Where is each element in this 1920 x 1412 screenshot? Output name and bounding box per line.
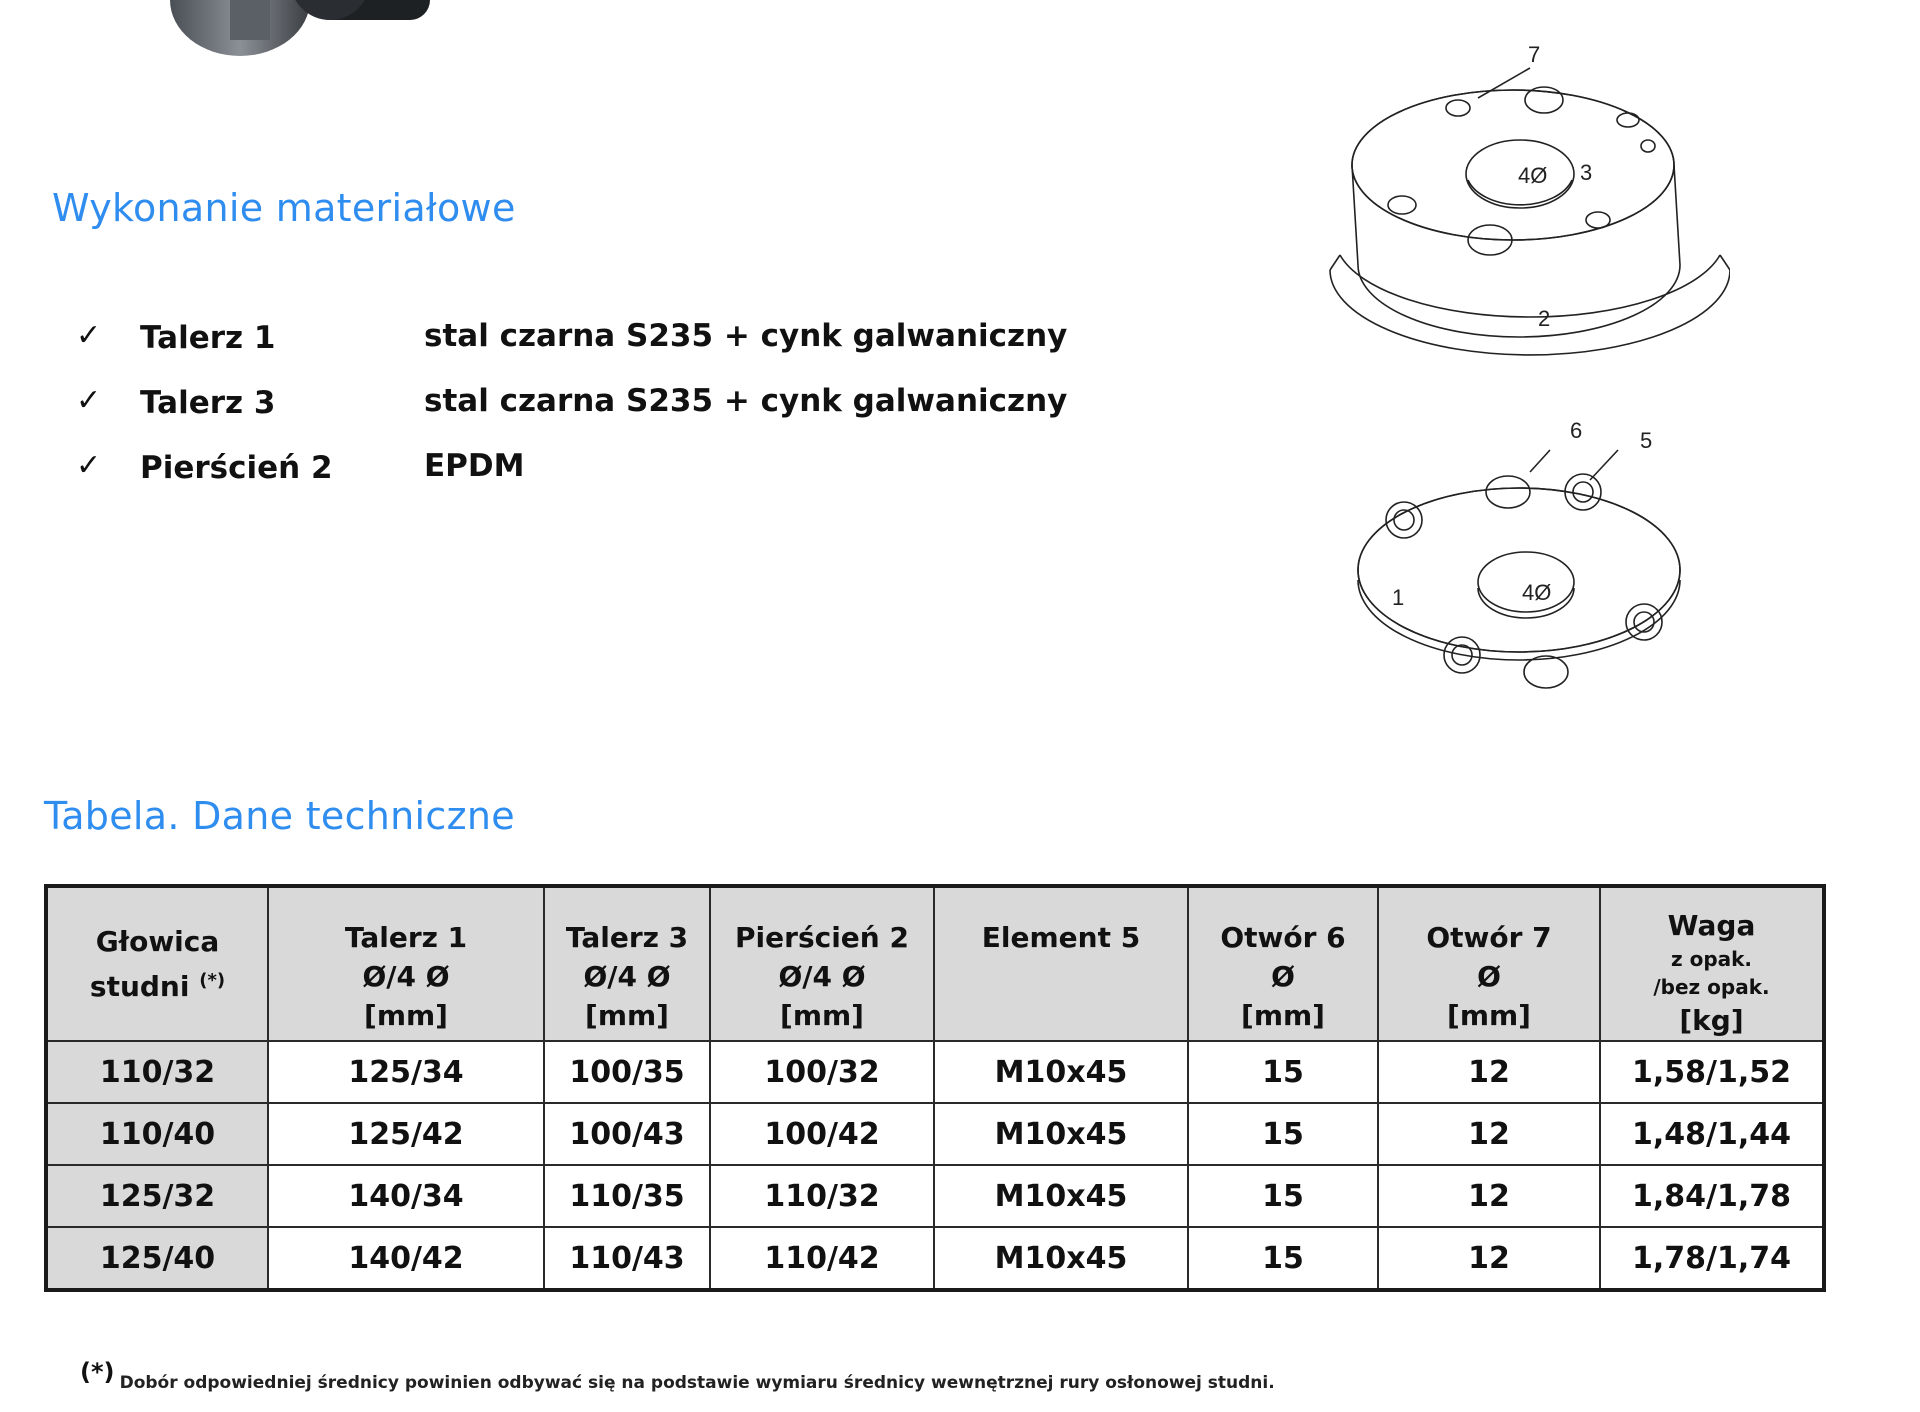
table-cell: 100/42 (710, 1103, 934, 1165)
table-cell: 1,78/1,74 (1600, 1227, 1824, 1290)
col-header-otwor-6: Otwór 6 Ø [mm] (1188, 886, 1378, 1041)
material-row (76, 383, 1076, 433)
table-cell: M10x45 (934, 1227, 1188, 1290)
check-icon: ✓ (76, 383, 102, 418)
table-cell: 125/34 (268, 1041, 544, 1103)
check-icon: ✓ (76, 318, 102, 353)
table-cell: 15 (1188, 1041, 1378, 1103)
table-cell: 12 (1378, 1227, 1600, 1290)
diagram-label: 4Ø (1518, 163, 1548, 188)
table-cell: 100/35 (544, 1041, 710, 1103)
col-header-element-5: Element 5 (934, 886, 1188, 1041)
table-row (46, 1103, 1824, 1165)
material-name: Talerz 3 (140, 385, 276, 421)
table-cell: 15 (1188, 1165, 1378, 1227)
check-icon: ✓ (76, 448, 102, 483)
material-row (76, 448, 1076, 498)
table-cell: 15 (1188, 1227, 1378, 1290)
table-cell: 100/32 (710, 1041, 934, 1103)
table-cell: 15 (1188, 1103, 1378, 1165)
diagram-label: 2 (1538, 306, 1551, 331)
table-body (46, 1041, 1824, 1290)
diagram-label: 7 (1528, 42, 1541, 67)
table-cell: M10x45 (934, 1103, 1188, 1165)
table-row (46, 1227, 1824, 1290)
table-cell: 12 (1378, 1165, 1600, 1227)
table-cell: 12 (1378, 1103, 1600, 1165)
technical-data-table (44, 884, 1826, 1292)
table-cell: 1,84/1,78 (1600, 1165, 1824, 1227)
col-header-talerz-1: Talerz 1 Ø/4 Ø [mm] (268, 886, 544, 1041)
footnote-marker: (*) (80, 1358, 115, 1386)
table-header-row (46, 886, 1824, 1041)
material-value: EPDM (424, 448, 525, 484)
materials-title: Wykonanie materiałowe (52, 186, 516, 230)
table-row (46, 1165, 1824, 1227)
diagram-label: 3 (1580, 160, 1593, 185)
table-cell: 1,48/1,44 (1600, 1103, 1824, 1165)
footnote (80, 1358, 1275, 1393)
table-cell: 140/42 (268, 1227, 544, 1290)
table-title: Tabela. Dane techniczne (44, 794, 515, 838)
diagram-label: 5 (1640, 428, 1653, 453)
table-cell: 125/32 (46, 1165, 268, 1227)
material-row (76, 318, 1076, 368)
diagram-label: 4Ø (1522, 580, 1552, 605)
table-cell: 110/32 (46, 1041, 268, 1103)
col-header-glowica: Głowica studni (*) (46, 886, 268, 1041)
material-name: Talerz 1 (140, 320, 276, 356)
material-value: stal czarna S235 + cynk galwaniczny (424, 383, 1068, 419)
col-header-otwor-7: Otwór 7 Ø [mm] (1378, 886, 1600, 1041)
table-cell: 110/40 (46, 1103, 268, 1165)
material-name: Pierścień 2 (140, 450, 333, 486)
table-cell: 110/42 (710, 1227, 934, 1290)
table-cell: 1,58/1,52 (1600, 1041, 1824, 1103)
table-cell: M10x45 (934, 1041, 1188, 1103)
table-cell: 110/35 (544, 1165, 710, 1227)
col-header-waga: Waga z opak. /bez opak. [kg] (1600, 886, 1824, 1041)
table-cell: 110/43 (544, 1227, 710, 1290)
table-cell: M10x45 (934, 1165, 1188, 1227)
table-cell: 110/32 (710, 1165, 934, 1227)
diagram-label: 6 (1570, 418, 1583, 443)
table-cell: 140/34 (268, 1165, 544, 1227)
table-cell: 100/43 (544, 1103, 710, 1165)
table-cell: 125/42 (268, 1103, 544, 1165)
col-header-talerz-3: Talerz 3 Ø/4 Ø [mm] (544, 886, 710, 1041)
material-value: stal czarna S235 + cynk galwaniczny (424, 318, 1068, 354)
technical-diagram (1300, 40, 1730, 760)
col-header-pierscien-2: Pierścień 2 Ø/4 Ø [mm] (710, 886, 934, 1041)
table-cell: 125/40 (46, 1227, 268, 1290)
diagram-label: 1 (1392, 585, 1405, 610)
product-photo (170, 0, 500, 60)
table-row (46, 1041, 1824, 1103)
footnote-text: Dobór odpowiedniej średnicy powinien odbywać się na podstawie wymiaru średnicy wewnętrznej rury osłonowej studni. (119, 1373, 1275, 1393)
table-cell: 12 (1378, 1041, 1600, 1103)
